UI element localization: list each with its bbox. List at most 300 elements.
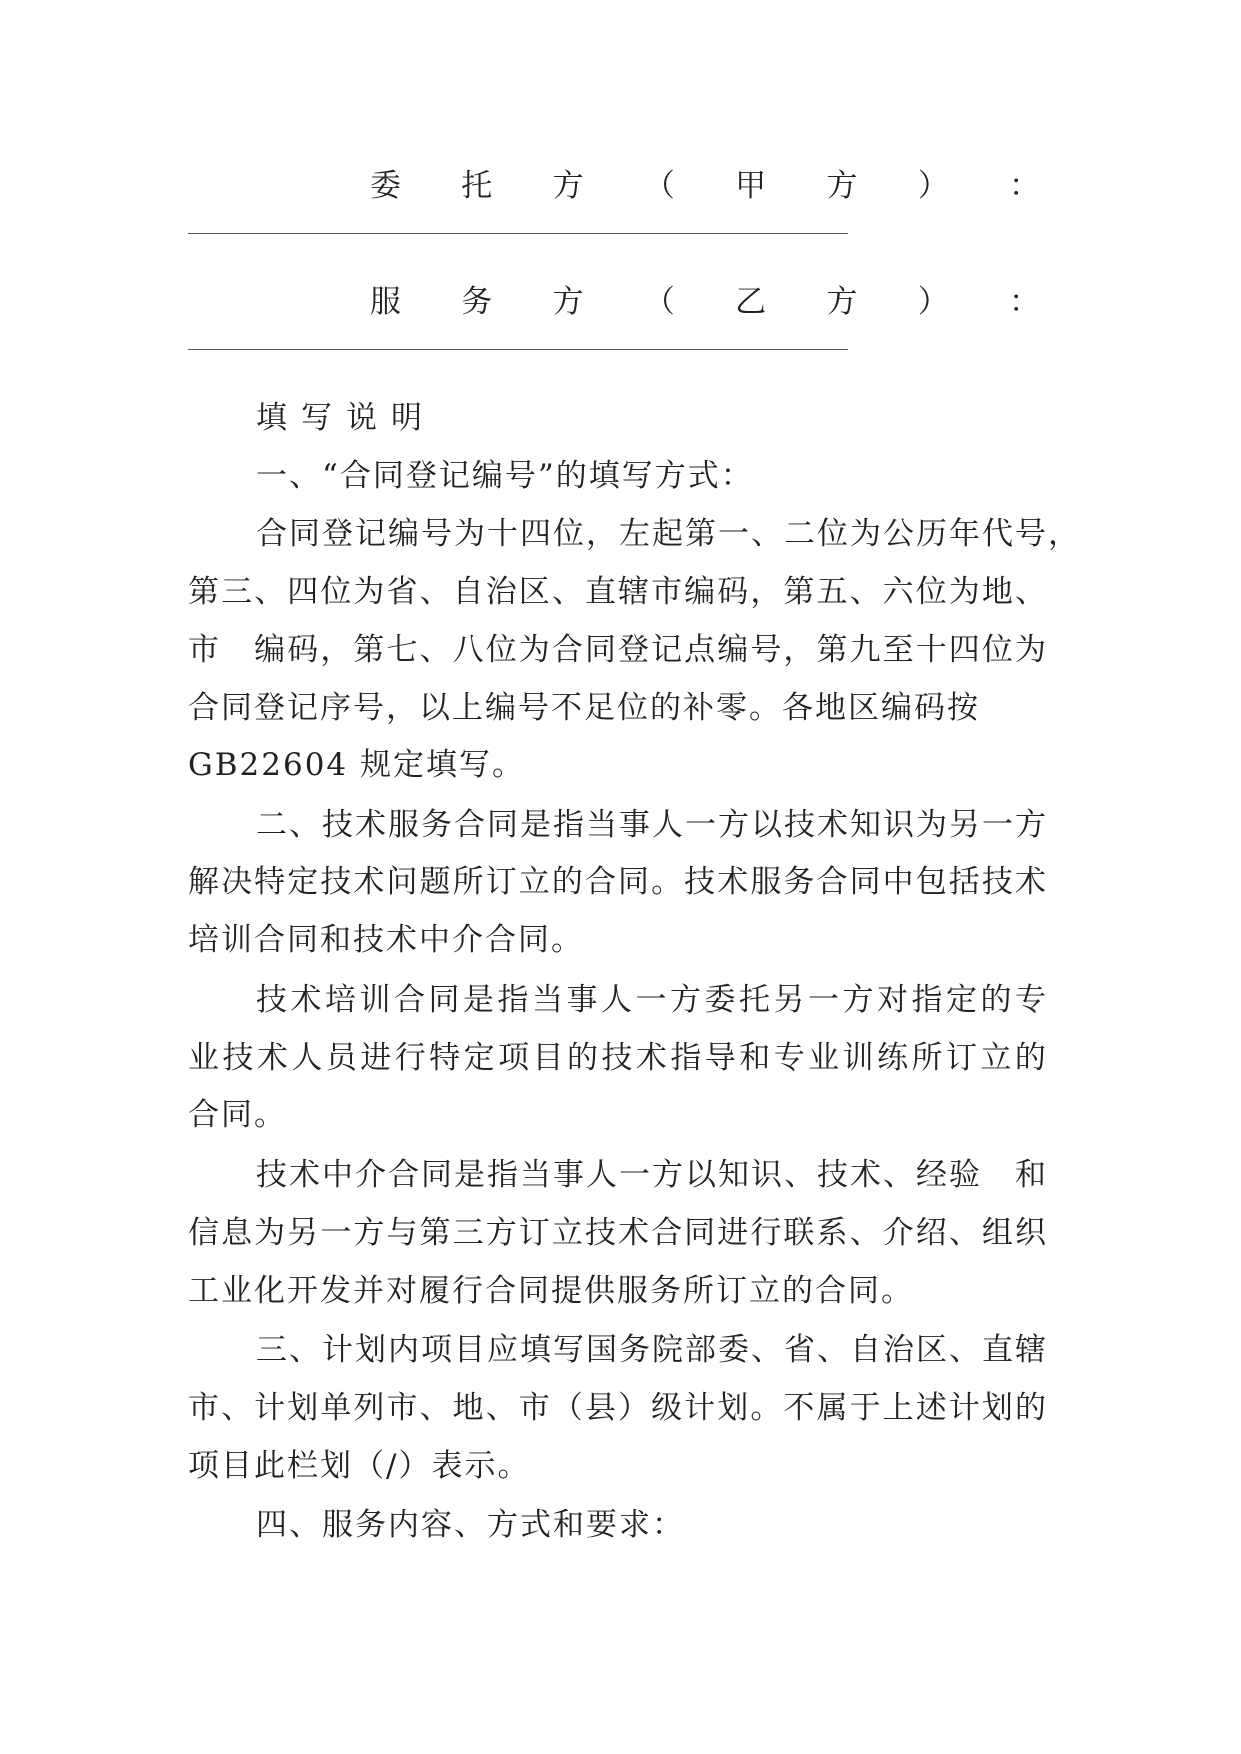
section-1-line xyxy=(188,630,1048,670)
glyph: 同 xyxy=(487,807,520,843)
glyph: 导 xyxy=(704,1040,738,1076)
glyph: 位 xyxy=(981,632,1015,668)
glyph: 市 xyxy=(188,632,221,668)
glyph: 另 xyxy=(773,982,807,1018)
glyph: 指 xyxy=(553,807,586,843)
glyph: 年 xyxy=(949,516,982,552)
glyph: 和 xyxy=(1015,1157,1048,1193)
glyph: 市 xyxy=(518,1390,552,1426)
glyph: 括 xyxy=(948,864,982,900)
glyph: 技 xyxy=(320,864,354,900)
glyph: 技 xyxy=(256,982,289,1018)
glyph: 合 xyxy=(256,516,289,552)
glyph: 。 xyxy=(750,1390,784,1426)
glyph: 术 xyxy=(717,864,751,900)
glyph: 训 xyxy=(359,982,393,1018)
char: （ xyxy=(643,284,675,320)
glyph: 第 xyxy=(816,632,850,668)
glyph: 介 xyxy=(355,1157,388,1193)
glyph: 术 xyxy=(817,807,850,843)
glyph: 的 xyxy=(980,982,1014,1018)
glyph: 务 xyxy=(783,864,817,900)
glyph: 十 xyxy=(487,516,520,552)
training-contract-line xyxy=(188,1038,1048,1078)
char: ： xyxy=(1008,284,1040,320)
section-1-line xyxy=(188,572,1048,612)
glyph: 同 xyxy=(584,632,618,668)
glyph: 一 xyxy=(982,807,1015,843)
glyph: 术 xyxy=(850,1157,883,1193)
glyph: 、 xyxy=(419,574,453,610)
glyph: 同 xyxy=(684,1215,718,1251)
glyph: 左 xyxy=(619,516,652,552)
glyph: 和 xyxy=(739,1040,773,1076)
glyph: 当 xyxy=(586,807,619,843)
char: 务 xyxy=(461,284,493,320)
section-2-line xyxy=(256,805,1048,845)
glyph: 是 xyxy=(454,1157,487,1193)
glyph: 题 xyxy=(419,864,453,900)
glyph: 验 xyxy=(949,1157,982,1193)
char: 服 xyxy=(370,284,401,320)
glyph: 号 xyxy=(421,516,454,552)
glyph: 、 xyxy=(551,574,585,610)
section-1-line: GB22604 规定填写。 xyxy=(188,747,526,783)
glyph: 六 xyxy=(882,574,916,610)
glyph: 起 xyxy=(652,516,685,552)
glyph: 第 xyxy=(353,632,387,668)
char: 甲 xyxy=(735,168,767,204)
char: ： xyxy=(1008,168,1040,204)
glyph: 专 xyxy=(1015,982,1048,1018)
glyph: ） xyxy=(618,1390,652,1426)
glyph: 进 xyxy=(717,1215,751,1251)
glyph: 术 xyxy=(1014,864,1048,900)
glyph: 记 xyxy=(355,516,388,552)
glyph: 、 xyxy=(817,1332,850,1368)
glyph: 委 xyxy=(718,1332,751,1368)
glyph: 立 xyxy=(518,864,552,900)
glyph: 定 xyxy=(946,982,979,1018)
section-1-line: 合同登记序号，以上编号不足位的补零。各地区编码按 xyxy=(188,690,980,726)
char: 方 xyxy=(552,284,584,320)
char: ） xyxy=(917,284,949,320)
glyph: 地 xyxy=(981,574,1015,610)
glyph: 委 xyxy=(704,982,738,1018)
glyph: 行 xyxy=(750,1215,784,1251)
glyph: 立 xyxy=(551,1215,585,1251)
glyph: 第 xyxy=(783,574,817,610)
glyph: 所 xyxy=(911,1040,945,1076)
glyph: 为 xyxy=(518,632,552,668)
glyph: 方 xyxy=(718,807,751,843)
glyph: 托 xyxy=(739,982,772,1018)
glyph: 织 xyxy=(1014,1215,1048,1251)
glyph: 人 xyxy=(601,982,634,1018)
glyph: 第 xyxy=(419,1215,453,1251)
glyph: 系 xyxy=(816,1215,850,1251)
glyph: 单 xyxy=(320,1390,354,1426)
glyph: 合 xyxy=(816,864,850,900)
glyph: 编 xyxy=(388,516,421,552)
glyph: 二 xyxy=(784,516,817,552)
glyph: 方 xyxy=(1015,807,1048,843)
glyph: 技 xyxy=(784,807,817,843)
glyph: 位 xyxy=(485,632,519,668)
glyph: 院 xyxy=(652,1332,685,1368)
glyph: 省 xyxy=(386,574,420,610)
glyph: 练 xyxy=(877,1040,911,1076)
char: 托 xyxy=(461,168,493,204)
glyph: 位 xyxy=(320,574,354,610)
glyph: 市 xyxy=(386,1390,420,1426)
glyph: 为 xyxy=(1014,632,1048,668)
glyph: 级 xyxy=(651,1390,685,1426)
glyph: 至 xyxy=(882,632,916,668)
glyph: 编 xyxy=(684,574,718,610)
glyph: 县 xyxy=(584,1390,618,1426)
glyph: 治 xyxy=(883,1332,916,1368)
glyph: 三 xyxy=(256,1332,289,1368)
glyph: 的 xyxy=(1014,1040,1048,1076)
glyph: 为 xyxy=(254,1215,288,1251)
char: 方 xyxy=(826,168,858,204)
glyph: 编 xyxy=(717,632,751,668)
glyph: 、 xyxy=(1014,574,1048,610)
glyph: 同 xyxy=(428,982,462,1018)
glyph: 事 xyxy=(566,982,600,1018)
glyph: 、 xyxy=(784,1157,817,1193)
glyph: ， xyxy=(586,516,619,552)
glyph: 指 xyxy=(497,982,531,1018)
glyph: 进 xyxy=(360,1040,394,1076)
glyph: 不 xyxy=(783,1390,817,1426)
glyph: 信 xyxy=(188,1215,221,1251)
glyph: 四 xyxy=(287,574,321,610)
glyph: 合 xyxy=(651,1215,685,1251)
glyph: 知 xyxy=(850,807,883,843)
glyph: 市 xyxy=(188,1390,221,1426)
glyph: 组 xyxy=(981,1215,1015,1251)
glyph: 四 xyxy=(948,632,982,668)
glyph: 以 xyxy=(751,807,784,843)
glyph: 、 xyxy=(949,1332,982,1368)
glyph: 属 xyxy=(816,1390,850,1426)
glyph: 行 xyxy=(394,1040,428,1076)
glyph: 项 xyxy=(498,1040,532,1076)
glyph: 当 xyxy=(532,982,565,1018)
glyph: 特 xyxy=(429,1040,463,1076)
glyph: 人 xyxy=(652,807,685,843)
glyph: 所 xyxy=(452,864,486,900)
glyph: 同 xyxy=(618,864,652,900)
glyph: 的 xyxy=(1014,1390,1048,1426)
glyph: 技 xyxy=(601,1040,635,1076)
glyph: 项 xyxy=(421,1332,454,1368)
glyph: 一 xyxy=(635,982,669,1018)
glyph: 技 xyxy=(222,1040,256,1076)
glyph: 区 xyxy=(916,1332,949,1368)
glyph: 与 xyxy=(386,1215,420,1251)
intermediary-contract-line: 工业化开发并对履行合同提供服务所订立的合同。 xyxy=(188,1273,914,1309)
glyph: 术 xyxy=(355,807,388,843)
glyph: 包 xyxy=(915,864,949,900)
glyph: 方 xyxy=(485,1215,519,1251)
glyph: 联 xyxy=(783,1215,817,1251)
glyph: 点 xyxy=(684,632,718,668)
char: 方 xyxy=(552,168,584,204)
glyph: 解 xyxy=(188,864,221,900)
glyph: 的 xyxy=(566,1040,600,1076)
glyph: 九 xyxy=(849,632,883,668)
glyph: 、 xyxy=(883,1157,916,1193)
glyph: 合 xyxy=(551,632,585,668)
glyph: 服 xyxy=(750,864,784,900)
intermediary-contract-line xyxy=(188,1213,1048,1253)
glyph: 术 xyxy=(353,864,387,900)
glyph: 划 xyxy=(981,1390,1015,1426)
glyph: 绍 xyxy=(915,1215,949,1251)
glyph: 专 xyxy=(773,1040,807,1076)
glyph: 经 xyxy=(916,1157,949,1193)
glyph: 另 xyxy=(949,807,982,843)
glyph: ， xyxy=(783,632,817,668)
glyph: 登 xyxy=(618,632,652,668)
glyph: 码 xyxy=(287,632,321,668)
glyph: 训 xyxy=(842,1040,876,1076)
glyph: 方 xyxy=(842,982,876,1018)
glyph: 写 xyxy=(553,1332,586,1368)
section-3-line xyxy=(188,1388,1048,1428)
glyph: 当 xyxy=(520,1157,553,1193)
glyph: 同 xyxy=(421,1157,454,1193)
glyph: 业 xyxy=(808,1040,842,1076)
glyph: 一 xyxy=(320,1215,354,1251)
glyph: 上 xyxy=(882,1390,916,1426)
glyph: 方 xyxy=(652,1157,685,1193)
glyph: 省 xyxy=(784,1332,817,1368)
glyph: 以 xyxy=(685,1157,718,1193)
glyph: 记 xyxy=(651,632,685,668)
glyph: 对 xyxy=(877,982,910,1018)
char: 委 xyxy=(370,168,401,204)
glyph: 登 xyxy=(322,516,355,552)
glyph: 另 xyxy=(287,1215,321,1251)
glyph: 技 xyxy=(684,864,718,900)
section-1-title: 一、“合同登记编号”的填写方式： xyxy=(256,458,754,494)
glyph: 、 xyxy=(254,574,288,610)
glyph: 第 xyxy=(188,574,221,610)
glyph: 一 xyxy=(685,807,718,843)
glyph: 为 xyxy=(850,516,883,552)
glyph: 目 xyxy=(454,1332,487,1368)
glyph: 位 xyxy=(553,516,586,552)
glyph: 内 xyxy=(388,1332,421,1368)
intermediary-contract-line xyxy=(256,1155,1048,1195)
glyph: 计 xyxy=(948,1390,982,1426)
glyph: 八 xyxy=(452,632,486,668)
glyph: 治 xyxy=(485,574,519,610)
glyph: 、 xyxy=(289,807,322,843)
glyph: 技 xyxy=(322,807,355,843)
glyph: 划 xyxy=(287,1390,321,1426)
glyph: 、 xyxy=(485,1390,519,1426)
glyph: 直 xyxy=(584,574,618,610)
glyph: 编 xyxy=(254,632,288,668)
glyph: 同 xyxy=(849,864,883,900)
glyph: 务 xyxy=(619,1332,652,1368)
glyph: 技 xyxy=(584,1215,618,1251)
glyph: 计 xyxy=(254,1390,288,1426)
glyph: 订 xyxy=(945,1040,979,1076)
glyph: 息 xyxy=(221,1215,255,1251)
glyph: 划 xyxy=(355,1332,388,1368)
char: ） xyxy=(917,168,949,204)
glyph: 合 xyxy=(584,864,618,900)
glyph: 于 xyxy=(849,1390,883,1426)
glyph: 术 xyxy=(618,1215,652,1251)
glyph: 位 xyxy=(817,516,850,552)
glyph: 为 xyxy=(454,516,487,552)
section-2-line: 培训合同和技术中介合同。 xyxy=(188,922,584,958)
glyph: 定 xyxy=(463,1040,497,1076)
glyph: 知 xyxy=(718,1157,751,1193)
glyph: 公 xyxy=(883,516,916,552)
glyph: 计 xyxy=(322,1332,355,1368)
glyph: 问 xyxy=(386,864,420,900)
section-3-line: 项目此栏划（/）表示。 xyxy=(188,1448,531,1484)
glyph: 合 xyxy=(394,982,427,1018)
glyph: 特 xyxy=(254,864,288,900)
instructions-heading: 填写说明 xyxy=(256,400,436,436)
glyph: 业 xyxy=(188,1040,221,1076)
glyph: 员 xyxy=(325,1040,359,1076)
glyph: 地 xyxy=(452,1390,486,1426)
glyph: 部 xyxy=(685,1332,718,1368)
glyph: 一 xyxy=(808,982,841,1018)
glyph xyxy=(982,1155,1015,1195)
glyph: 自 xyxy=(850,1332,883,1368)
glyph: 一 xyxy=(619,1157,652,1193)
glyph: 代 xyxy=(982,516,1015,552)
glyph: 四 xyxy=(520,516,553,552)
glyph: 同 xyxy=(289,516,322,552)
training-contract-line: 合同。 xyxy=(188,1097,287,1133)
glyph: 合 xyxy=(454,807,487,843)
provider-party-label xyxy=(370,282,1040,322)
glyph: （ xyxy=(551,1390,585,1426)
char: 方 xyxy=(826,284,858,320)
glyph: 号 xyxy=(750,632,784,668)
client-fill-line[interactable] xyxy=(188,233,848,234)
glyph: ， xyxy=(1048,516,1081,552)
glyph: 、 xyxy=(751,516,784,552)
glyph: 服 xyxy=(388,807,421,843)
glyph: 区 xyxy=(518,574,552,610)
glyph: 人 xyxy=(291,1040,325,1076)
glyph: 是 xyxy=(520,807,553,843)
glyph: 识 xyxy=(883,807,916,843)
glyph: 决 xyxy=(221,864,255,900)
section-1-line xyxy=(256,514,1081,554)
glyph: 方 xyxy=(353,1215,387,1251)
section-3-line xyxy=(256,1330,1048,1370)
glyph: 术 xyxy=(256,1040,290,1076)
glyph: 合 xyxy=(388,1157,421,1193)
glyph: 直 xyxy=(982,1332,1015,1368)
glyph: 识 xyxy=(751,1157,784,1193)
glyph: 是 xyxy=(463,982,496,1018)
glyph: 十 xyxy=(915,632,949,668)
glyph: 技 xyxy=(817,1157,850,1193)
glyph: 、 xyxy=(849,574,883,610)
glyph: 为 xyxy=(353,574,387,610)
glyph: 、 xyxy=(289,1332,322,1368)
glyph: 码 xyxy=(717,574,751,610)
glyph: 为 xyxy=(948,574,982,610)
section-2-line xyxy=(188,862,1048,902)
glyph: 人 xyxy=(586,1157,619,1193)
provider-fill-line[interactable] xyxy=(188,349,848,350)
glyph: 为 xyxy=(916,807,949,843)
glyph: 、 xyxy=(221,1390,255,1426)
glyph: 介 xyxy=(882,1215,916,1251)
glyph: 、 xyxy=(849,1215,883,1251)
glyph: 、 xyxy=(419,632,453,668)
glyph: 辖 xyxy=(618,574,652,610)
glyph: 五 xyxy=(816,574,850,610)
glyph: 一 xyxy=(718,516,751,552)
glyph: ， xyxy=(320,632,354,668)
glyph: 述 xyxy=(915,1390,949,1426)
glyph: 三 xyxy=(221,574,255,610)
char: 乙 xyxy=(735,284,767,320)
glyph: 事 xyxy=(619,807,652,843)
glyph: 立 xyxy=(980,1040,1014,1076)
glyph: 定 xyxy=(287,864,321,900)
client-party-label xyxy=(370,166,1040,206)
glyph: 划 xyxy=(717,1390,751,1426)
glyph: 、 xyxy=(419,1390,453,1426)
glyph: 应 xyxy=(487,1332,520,1368)
glyph: 技 xyxy=(256,1157,289,1193)
glyph: 历 xyxy=(916,516,949,552)
glyph: 填 xyxy=(520,1332,553,1368)
glyph: 订 xyxy=(518,1215,552,1251)
glyph: 三 xyxy=(452,1215,486,1251)
glyph: 技 xyxy=(981,864,1015,900)
glyph: 第 xyxy=(685,516,718,552)
glyph: 自 xyxy=(452,574,486,610)
glyph: ， xyxy=(750,574,784,610)
glyph: 培 xyxy=(325,982,358,1018)
glyph: 指 xyxy=(911,982,945,1018)
glyph: 市 xyxy=(651,574,685,610)
glyph: 国 xyxy=(586,1332,619,1368)
glyph: 订 xyxy=(485,864,519,900)
glyph: 。 xyxy=(651,864,685,900)
glyph: 务 xyxy=(421,807,454,843)
glyph: 事 xyxy=(553,1157,586,1193)
training-contract-line xyxy=(256,980,1048,1020)
glyph: 方 xyxy=(670,982,703,1018)
glyph: 中 xyxy=(882,864,916,900)
glyph: 目 xyxy=(532,1040,566,1076)
glyph: 计 xyxy=(684,1390,718,1426)
glyph: 列 xyxy=(353,1390,387,1426)
glyph: 辖 xyxy=(1015,1332,1048,1368)
glyph: 指 xyxy=(487,1157,520,1193)
